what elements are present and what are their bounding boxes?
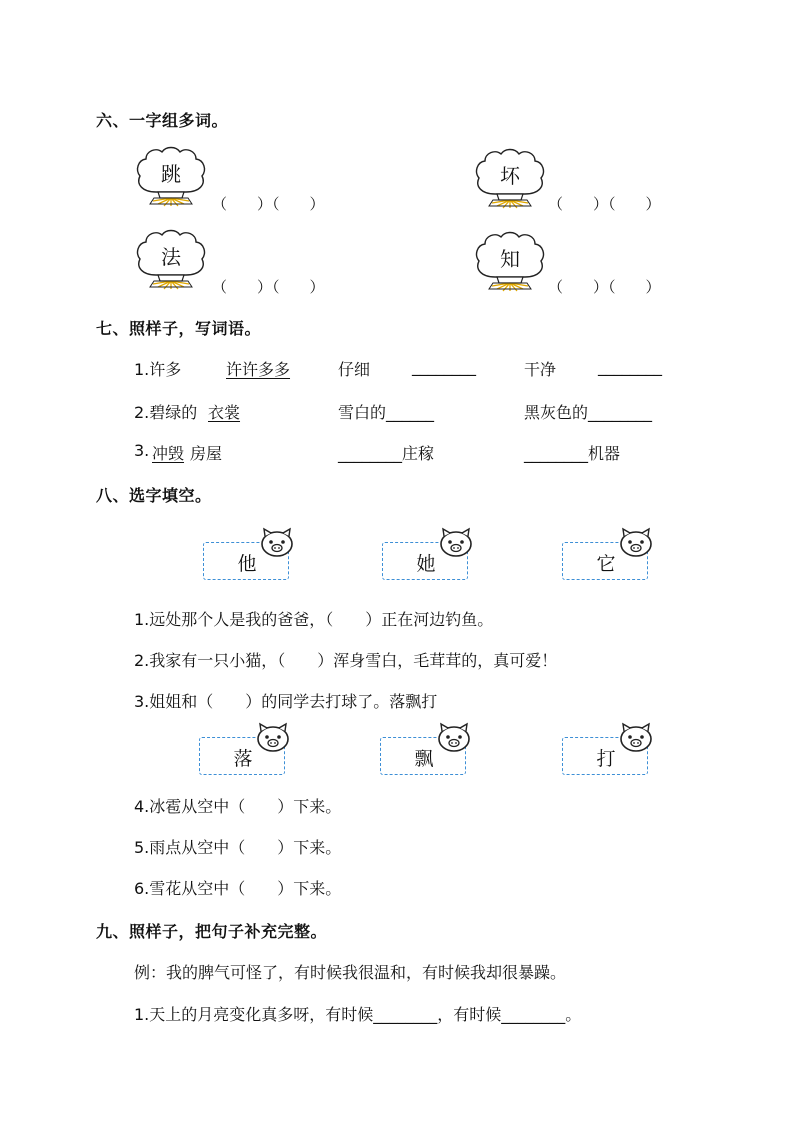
answer-blanks[interactable]: （ ）（ ） bbox=[548, 195, 661, 213]
example-sentence: 例：我的脾气可怪了，有时候我很温和，有时候我却很暴躁。 bbox=[134, 963, 567, 982]
shell-card-1 bbox=[134, 146, 208, 210]
pig-face-icon bbox=[435, 721, 473, 753]
row2-example: 衣裳 bbox=[208, 403, 241, 422]
shell-card-3 bbox=[134, 229, 208, 293]
choice-char: 他 bbox=[237, 553, 257, 575]
shell-card-2 bbox=[473, 148, 547, 212]
fill-line-1[interactable]: 1.远处那个人是我的爸爸，（ ）正在河边钓鱼。 bbox=[134, 610, 494, 629]
row2-item3[interactable]: 黑灰色的________ bbox=[524, 403, 653, 422]
row3-rest: 房屋 bbox=[190, 444, 223, 463]
shell-char: 法 bbox=[161, 245, 181, 269]
shell-card-4 bbox=[473, 231, 547, 295]
shell-char: 跳 bbox=[161, 162, 181, 186]
answer-blanks[interactable]: （ ）（ ） bbox=[212, 195, 325, 213]
row2-item2[interactable]: 雪白的______ bbox=[338, 403, 435, 422]
fill-line-2[interactable]: 2.我家有一只小猫，（ ）浑身雪白，毛茸茸的，真可爱！ bbox=[134, 651, 558, 670]
row1-blank2[interactable]: ________ bbox=[412, 357, 476, 376]
row1-word2: 仔细 bbox=[338, 360, 371, 379]
pig-face-icon bbox=[617, 526, 655, 558]
fill-line-6[interactable]: 6.雪花从空中（ ）下来。 bbox=[134, 879, 342, 898]
choice-char: 它 bbox=[596, 553, 616, 575]
choice-char: 打 bbox=[596, 748, 616, 770]
fill-line-3[interactable]: 3.姐姐和（ ）的同学去打球了。落飘打 bbox=[134, 692, 438, 711]
answer-blanks[interactable]: （ ）（ ） bbox=[212, 278, 325, 296]
row3-item2[interactable]: ________庄稼 bbox=[338, 444, 435, 463]
pig-face-icon bbox=[437, 526, 475, 558]
pig-face-icon bbox=[258, 526, 296, 558]
row1-blank3[interactable]: ________ bbox=[598, 357, 662, 376]
section9-title: 九、照样子，把句子补充完整。 bbox=[96, 922, 328, 941]
fill-line-5[interactable]: 5.雨点从空中（ ）下来。 bbox=[134, 838, 342, 857]
shell-char: 知 bbox=[500, 247, 520, 271]
row3-item3[interactable]: ________机器 bbox=[524, 444, 621, 463]
row1-example: 许许多多 bbox=[226, 360, 291, 379]
pig-face-icon bbox=[617, 721, 655, 753]
shell-char: 坏 bbox=[500, 164, 520, 188]
sentence-line-1[interactable]: 1.天上的月亮变化真多呀，有时候________，有时候________。 bbox=[134, 1005, 582, 1024]
row3-example: 冲毁 bbox=[152, 444, 185, 463]
row1-word: 1.许多 bbox=[134, 360, 182, 379]
choice-char: 她 bbox=[416, 553, 436, 575]
section7-title: 七、照样子，写词语。 bbox=[96, 319, 262, 338]
section6-title: 六、一字组多词。 bbox=[96, 111, 229, 130]
row1-word3: 干净 bbox=[524, 360, 557, 379]
answer-blanks[interactable]: （ ）（ ） bbox=[548, 278, 661, 296]
choice-char: 飘 bbox=[414, 748, 434, 770]
row2-prefix: 2.碧绿的 bbox=[134, 403, 198, 422]
section8-title: 八、选字填空。 bbox=[96, 486, 212, 505]
choice-char: 落 bbox=[233, 748, 253, 770]
row3-prefix: 3. bbox=[134, 441, 150, 460]
pig-face-icon bbox=[254, 721, 292, 753]
fill-line-4[interactable]: 4.冰雹从空中（ ）下来。 bbox=[134, 797, 342, 816]
